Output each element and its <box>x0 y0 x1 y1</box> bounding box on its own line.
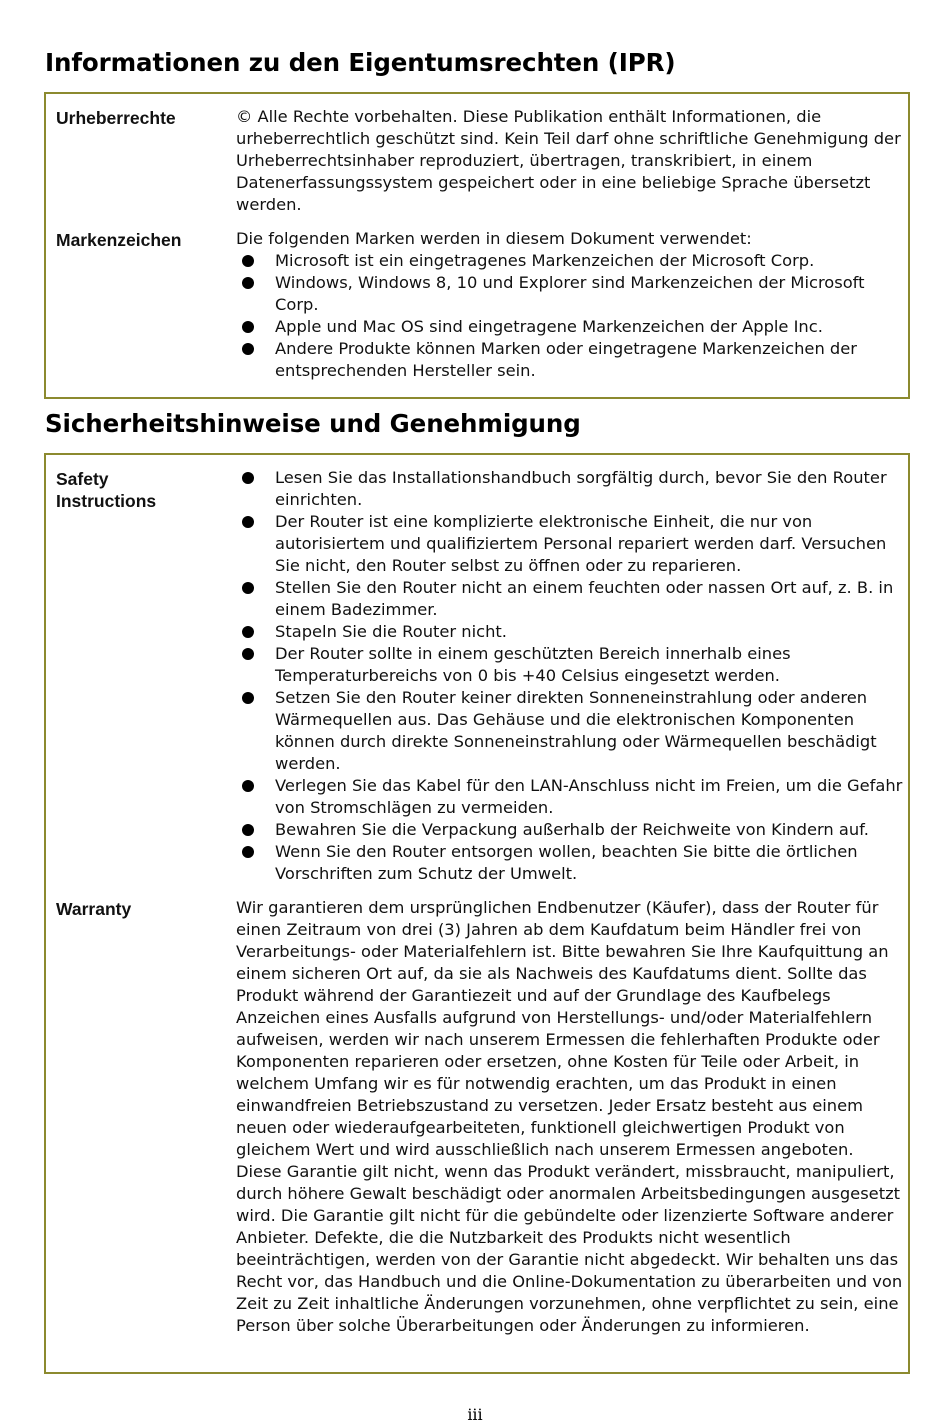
safety-instructions-label: Safety Instructions <box>56 469 157 511</box>
trademark-label: Markenzeichen <box>56 230 182 250</box>
warranty-content <box>236 897 904 1337</box>
safety-list <box>236 467 904 885</box>
warranty-paragraph: Wir garantieren dem ursprünglichen Endbenutzer (Käufer), dass der Router für einen Zeitraum von drei (3) Jahren ab dem Kaufdatum beim Händler frei von Verarbeitungs- oder Materialfehlern ist. Bitte bewahren Sie Ihre Kaufquittung an einem sicheren Ort auf, da sie als Nachweis des Kaufdatums dient. Sollte das Produkt während der Garantiezeit und auf der Grundlage des Kaufbelegs Anzeichen eines Ausfalls aufgrund von Herstellungs- und/oder Materialfehlern aufweisen, werden wir nach unserem Ermessen die fehlerhaften Produkte oder Komponenten reparieren oder ersetzen, ohne Kosten für Teile oder Arbeit, in welchem Umfang wir es für notwendig erachten, um das Produkt in einen einwandfreien Betriebszustand zu versetzen. Jeder Ersatz besteht aus einem neuen oder wiederaufgearbeiteten, funktionell gleichwertigen Produkt von gleichem Wert und wird ausschließlich nach unserem Ermessen angeboten. Diese Garantie gilt nicht, wenn das Produkt verändert, missbraucht, manipuliert, durch höhere Gewalt beschädigt oder anormalen Arbeitsbedingungen ausgesetzt wird. Die Garantie gilt nicht für die gebündelte oder lizenzierte Software anderer Anbieter. Defekte, die die Nutzbarkeit des Produkts nicht wesentlich beeinträchtigen, werden von der Garantie nicht abgedeckt. Wir behalten uns das Recht vor, das Handbuch und die Online-Dokumentation zu überarbeiten und von Zeit zu Zeit inhaltliche Änderungen vorzunehmen, ohne verpflichtet zu sein, eine Person über solche Überarbeitungen oder Änderungen zu informieren. <box>236 898 903 1335</box>
ipr-box <box>44 92 910 399</box>
list-item: Windows, Windows 8, 10 und Explorer sind Markenzeichen der Microsoft Corp. <box>236 272 904 316</box>
list-item: Lesen Sie das Installationshandbuch sorgfältig durch, bevor Sie den Router einrichten. <box>236 467 904 511</box>
list-item: Stellen Sie den Router nicht an einem feuchten oder nassen Ort auf, z. B. in einem Badezimmer. <box>236 577 904 621</box>
list-item: Der Router sollte in einem geschützten Bereich innerhalb eines Temperaturbereichs von 0 bis +40 Celsius eingesetzt werden. <box>236 643 904 687</box>
ipr-heading: Informationen zu den Eigentumsrechten (IPR) <box>45 48 676 77</box>
copyright-text <box>236 106 904 216</box>
list-item: Andere Produkte können Marken oder eingetragene Markenzeichen der entsprechenden Hersteller sein. <box>236 338 904 382</box>
safety-instructions-content <box>236 467 904 885</box>
copyright-paragraph: © Alle Rechte vorbehalten. Diese Publikation enthält Informationen, die urheberrechtlich geschützt sind. Kein Teil darf ohne schriftliche Genehmigung der Urheberrechtsinhaber reproduziert, übertragen, transkribiert, in einem Datenerfassungssystem gespeichert oder in eine beliebige Sprache übersetzt werden. <box>236 107 901 214</box>
copyright-label: Urheberrechte <box>56 108 176 128</box>
trademark-content <box>236 228 904 382</box>
trademark-intro: Die folgenden Marken werden in diesem Dokument verwendet: <box>236 229 752 248</box>
list-item: Wenn Sie den Router entsorgen wollen, beachten Sie bitte die örtlichen Vorschriften zum Schutz der Umwelt. <box>236 841 904 885</box>
list-item: Der Router ist eine komplizierte elektronische Einheit, die nur von autorisiertem und qualifiziertem Personal repariert werden darf. Versuchen Sie nicht, den Router selbst zu öffnen oder zu reparieren. <box>236 511 904 577</box>
list-item: Stapeln Sie die Router nicht. <box>236 621 904 643</box>
trademark-list <box>236 250 904 382</box>
safety-box <box>44 453 910 1374</box>
safety-heading: Sicherheitshinweise und Genehmigung <box>45 409 581 438</box>
list-item: Microsoft ist ein eingetragenes Markenzeichen der Microsoft Corp. <box>236 250 904 272</box>
page-number: iii <box>467 1405 483 1424</box>
list-item: Bewahren Sie die Verpackung außerhalb der Reichweite von Kindern auf. <box>236 819 904 841</box>
list-item: Setzen Sie den Router keiner direkten Sonneneinstrahlung oder anderen Wärmequellen aus. Das Gehäuse und die elektronischen Komponenten können durch direkte Sonneneinstrahlung oder Wärmequellen beschädigt werden. <box>236 687 904 775</box>
list-item: Verlegen Sie das Kabel für den LAN-Anschluss nicht im Freien, um die Gefahr von Stromschlägen zu vermeiden. <box>236 775 904 819</box>
warranty-label: Warranty <box>56 899 132 919</box>
list-item: Apple und Mac OS sind eingetragene Markenzeichen der Apple Inc. <box>236 316 904 338</box>
